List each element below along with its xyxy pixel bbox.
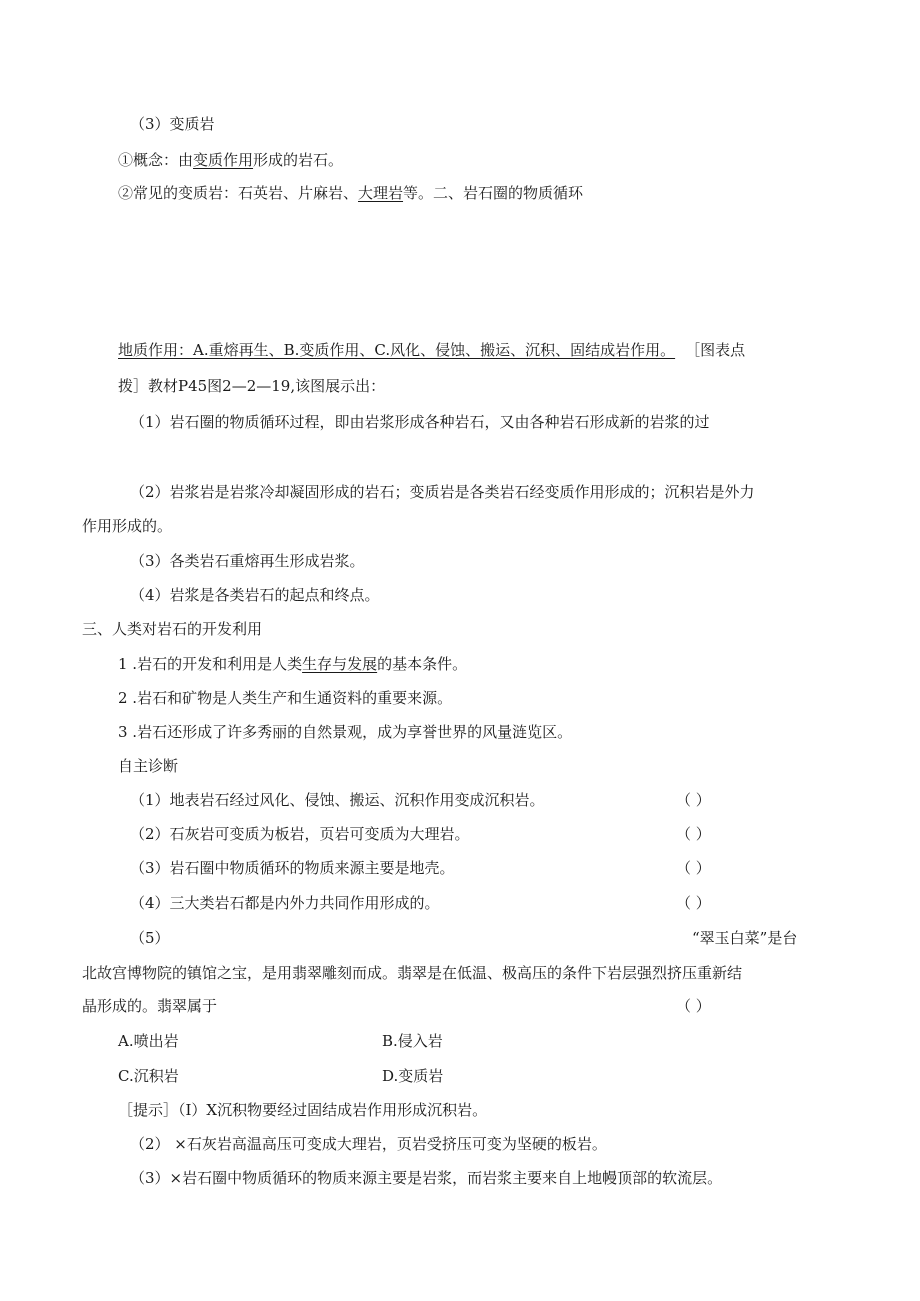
diagnosis-q3: （3）岩石圈中物质循环的物质来源主要是地壳。 <box>130 859 455 877</box>
common-prefix: ②常见的变质岩：石英岩、片麻岩、 <box>118 184 359 202</box>
answer-blank-q1[interactable]: （ ） <box>676 791 711 809</box>
human-use-item-2: 2 .岩石和矿物是人类生产和生通资料的重要来源。 <box>118 689 453 707</box>
metamorphic-concept <box>118 150 343 170</box>
option-d[interactable]: D.变质岩 <box>382 1067 444 1085</box>
geo-actions-line <box>118 340 745 360</box>
human-use-item-3: 3 .岩石还形成了许多秀丽的自然景观，成为享誉世界的风量涟览区。 <box>118 723 573 741</box>
diagnosis-q2: （2）石灰岩可变质为板岩，页岩可变质为大理岩。 <box>130 825 470 843</box>
diagnosis-q5-number: （5） <box>130 929 170 947</box>
cycle-point-2-cont: 作用形成的。 <box>82 517 173 535</box>
human-use-heading: 三、人类对岩石的开发利用 <box>82 620 263 638</box>
cycle-point-4: （4）岩浆是各类岩石的起点和终点。 <box>130 586 380 604</box>
item1-term: 生存与发展 <box>302 655 378 673</box>
diagnosis-q4: （4）三大类岩石都是内外力共同作用形成的。 <box>130 894 440 912</box>
concept-prefix: ①概念：由 <box>118 151 194 169</box>
cycle-point-1: （1）岩石圈的物质循环过程，即由岩浆形成各种岩石，又由各种岩石形成新的岩浆的过 <box>130 413 710 431</box>
answer-blank-q4[interactable]: （ ） <box>676 894 711 912</box>
answer-blank-q3[interactable]: （ ） <box>676 859 711 877</box>
human-use-item-1 <box>118 654 467 674</box>
cycle-point-3: （3）各类岩石重熔再生形成岩浆。 <box>130 552 365 570</box>
item1-prefix: 1 .岩石的开发和利用是人类 <box>118 655 303 673</box>
concept-term: 变质作用 <box>193 151 254 169</box>
option-c[interactable]: C.沉积岩 <box>118 1067 179 1085</box>
geo-actions: 地质作用：A.重熔再生、B.变质作用、C.风化、侵蚀、搬运、沉积、固结成岩作用。 <box>118 341 676 359</box>
metamorphic-common <box>118 183 583 203</box>
common-suffix: 等。二、岩石圈的物质循环 <box>403 184 584 202</box>
cycle-point-2: （2）岩浆岩是岩浆冷却凝固形成的岩石；变质岩是各类岩石经变质作用形成的；沉积岩是外力 <box>130 483 755 501</box>
metamorphic-heading: （3）变质岩 <box>130 115 215 133</box>
diagnosis-q5-quote: “翠玉白菜”是台 <box>692 929 798 947</box>
diagnosis-q5-line-3: 晶形成的。翡翠属于 <box>82 997 218 1015</box>
item1-suffix: 的基本条件。 <box>377 655 468 673</box>
answer-blank-q2[interactable]: （ ） <box>676 825 711 843</box>
concept-suffix: 形成的岩石。 <box>253 151 344 169</box>
figure-tip-end: 拨］教材P45图2—2—19,该图展示出： <box>118 377 386 395</box>
diagnosis-q5-line-2: 北故宫博物院的镇馆之宝，是用翡翠雕刻而成。翡翠是在低温、极高压的条件下岩层强烈挤压重新结 <box>82 964 743 982</box>
diagnosis-heading: 自主诊断 <box>118 757 179 775</box>
hint-2: （2） ×石灰岩高温高压可变成大理岩，页岩受挤压可变为坚硬的板岩。 <box>130 1135 607 1153</box>
answer-blank-q5[interactable]: （ ） <box>676 997 711 1015</box>
diagnosis-q1: （1）地表岩石经过风化、侵蚀、搬运、沉积作用变成沉积岩。 <box>130 791 545 809</box>
hint-3: （3）×岩石圈中物质循环的物质来源主要是岩浆，而岩浆主要来自上地幔顶部的软流层。 <box>130 1169 723 1187</box>
option-b[interactable]: B.侵入岩 <box>382 1032 443 1050</box>
option-a[interactable]: A.喷出岩 <box>118 1032 179 1050</box>
common-term: 大理岩 <box>358 184 404 202</box>
hint-1: ［提示］（I）X沉积物要经过固结成岩作用形成沉积岩。 <box>118 1101 488 1119</box>
figure-tip-start: ［图表点 <box>685 341 746 359</box>
